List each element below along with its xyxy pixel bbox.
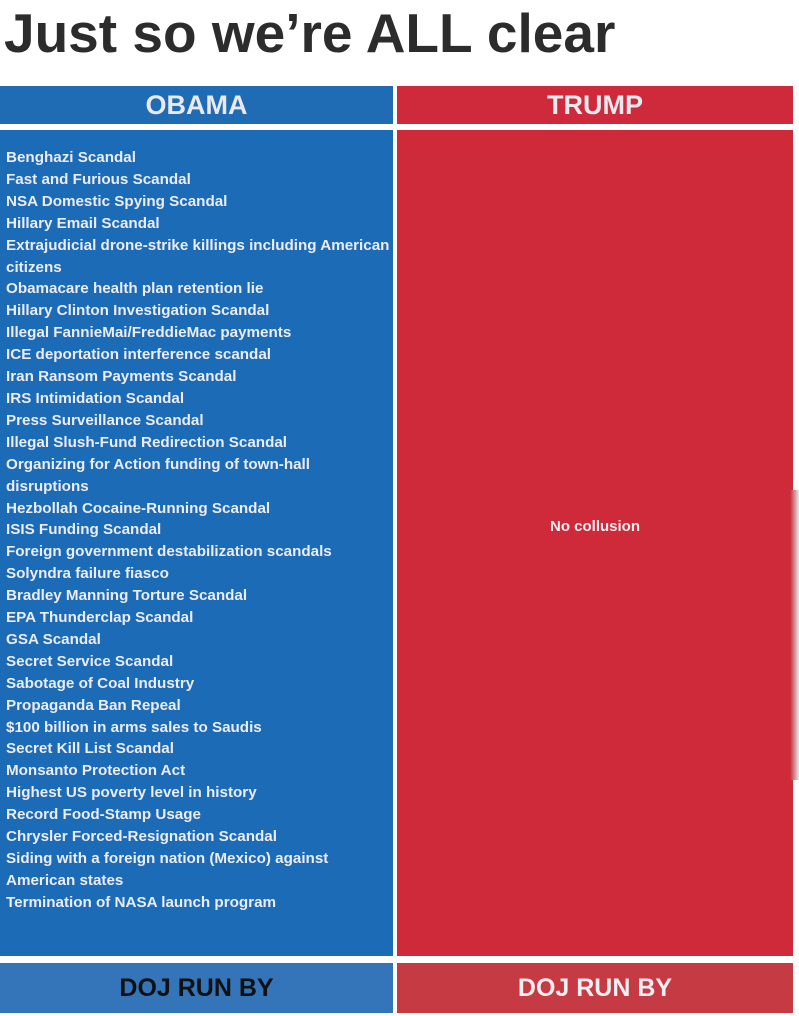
- page-title: Just so we’re ALL clear: [4, 2, 616, 64]
- list-item: Monsanto Protection Act: [6, 762, 186, 780]
- list-item: Secret Service Scandal: [6, 652, 174, 670]
- list-item: NSA Domestic Spying Scandal: [6, 192, 228, 210]
- list-item: Solyndra failure fiasco: [6, 565, 169, 583]
- list-item: Fast and Furious Scandal: [6, 170, 191, 188]
- scandal-list: [0, 130, 393, 914]
- list-item: GSA Scandal: [6, 630, 101, 648]
- list-item: Foreign government destabilization scandals: [6, 543, 332, 561]
- no-collusion-text: No collusion: [550, 518, 640, 535]
- list-item: Siding with a foreign nation (Mexico) against American states: [6, 850, 329, 889]
- list-item: ICE deportation interference scandal: [6, 346, 272, 364]
- list-item: Chrysler Forced-Resignation Scandal: [6, 828, 277, 846]
- list-item: Obamacare health plan retention lie: [6, 280, 264, 298]
- list-item: Termination of NASA launch program: [6, 893, 277, 911]
- list-item: Extrajudicial drone-strike killings including American citizens: [6, 236, 390, 276]
- trump-footer: DOJ RUN BY: [397, 963, 793, 1013]
- list-item: Benghazi Scandal: [6, 149, 136, 166]
- list-item: EPA Thunderclap Scandal: [6, 609, 194, 627]
- list-item: Illegal FannieMai/FreddieMac payments: [6, 324, 292, 342]
- list-item: Record Food-Stamp Usage: [6, 806, 201, 824]
- list-item: Secret Kill List Scandal: [6, 740, 174, 758]
- list-item: Hillary Clinton Investigation Scandal: [6, 302, 270, 320]
- trump-header: TRUMP: [397, 86, 793, 124]
- obama-header: OBAMA: [0, 86, 393, 124]
- list-item: Hillary Email Scandal: [6, 214, 160, 232]
- trump-panel: [397, 130, 793, 956]
- list-item: Iran Ransom Payments Scandal: [6, 368, 237, 386]
- list-item: $100 billion in arms sales to Saudis: [6, 718, 262, 736]
- list-item: Press Surveillance Scandal: [6, 411, 204, 429]
- obama-footer: DOJ RUN BY: [0, 963, 393, 1013]
- list-item: Organizing for Action funding of town-hall disruptions: [6, 455, 310, 495]
- list-item: Sabotage of Coal Industry: [6, 674, 195, 692]
- list-item: Propaganda Ban Repeal: [6, 696, 181, 714]
- obama-panel: [0, 130, 393, 956]
- list-item: ISIS Funding Scandal: [6, 521, 162, 539]
- list-item: Illegal Slush-Fund Redirection Scandal: [6, 433, 288, 451]
- edge-artifact: [790, 490, 799, 780]
- list-item: IRS Intimidation Scandal: [6, 389, 185, 407]
- list-item: Hezbollah Cocaine-Running Scandal: [6, 499, 271, 517]
- list-item: Highest US poverty level in history: [6, 784, 257, 802]
- list-item: Bradley Manning Torture Scandal: [6, 587, 248, 605]
